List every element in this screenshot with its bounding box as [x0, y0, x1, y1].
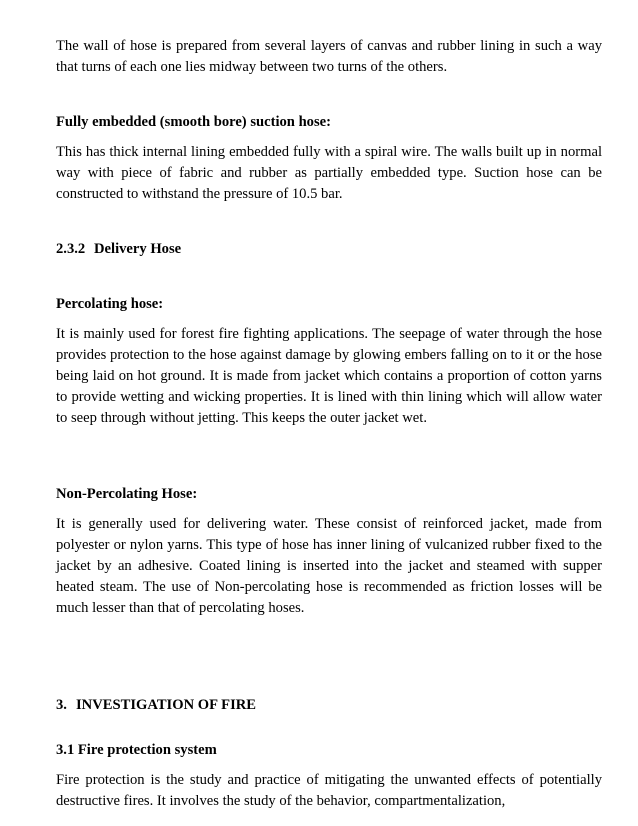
- section-number: 2.3.2: [56, 241, 86, 257]
- non-percolating-paragraph: It is generally used for delivering water. These consist of reinforced jacket, made from polyester or nylon yarns. This type of hose has inner lining of vulcanized rubber fixed to the jacket by an adhesive. Coated lining is inserted into the jacket and steamed with supper heated steam. The use of Non-percolating hose is recommended as friction losses will be much lesser than that of percolating hoses.: [56, 516, 602, 616]
- fully-embedded-heading: Fully embedded (smooth bore) suction hose:: [56, 114, 331, 130]
- fire-protection-paragraph: Fire protection is the study and practice of mitigating the unwanted effects of potentially destructive fires. It involves the study of the behavior, compartmentalization,: [56, 772, 602, 809]
- percolating-paragraph: It is mainly used for forest fire fighting applications. The seepage of water through the hose provides protection to the hose against damage by glowing embers falling on to it or the hose being laid on hot ground. It is made from jacket which contains a proportion of cotton yarns to provide wetting and wicking properties. It is lined with thin lining which will allow water to seep through without jetting. This keeps the outer jacket wet.: [56, 326, 602, 426]
- section-title: INVESTIGATION OF FIRE: [76, 697, 257, 713]
- section-title: Delivery Hose: [94, 241, 182, 257]
- non-percolating-heading: Non-Percolating Hose:: [56, 486, 198, 502]
- delivery-hose-heading: [56, 239, 602, 260]
- intro-paragraph: The wall of hose is prepared from several layers of canvas and rubber lining in such a way that turns of each one lies midway between two turns of the others.: [56, 38, 602, 75]
- fire-protection-heading: 3.1 Fire protection system: [56, 742, 217, 758]
- section-number: 3.: [56, 697, 67, 713]
- fully-embedded-paragraph: This has thick internal lining embedded fully with a spiral wire. The walls built up in normal way with piece of fabric and rubber as partially embedded type. Suction hose can be constructed to withstand the pressure of 10.5 bar.: [56, 144, 602, 202]
- investigation-heading: [56, 695, 602, 716]
- document-page: [56, 36, 602, 812]
- percolating-heading: Percolating hose:: [56, 296, 164, 312]
